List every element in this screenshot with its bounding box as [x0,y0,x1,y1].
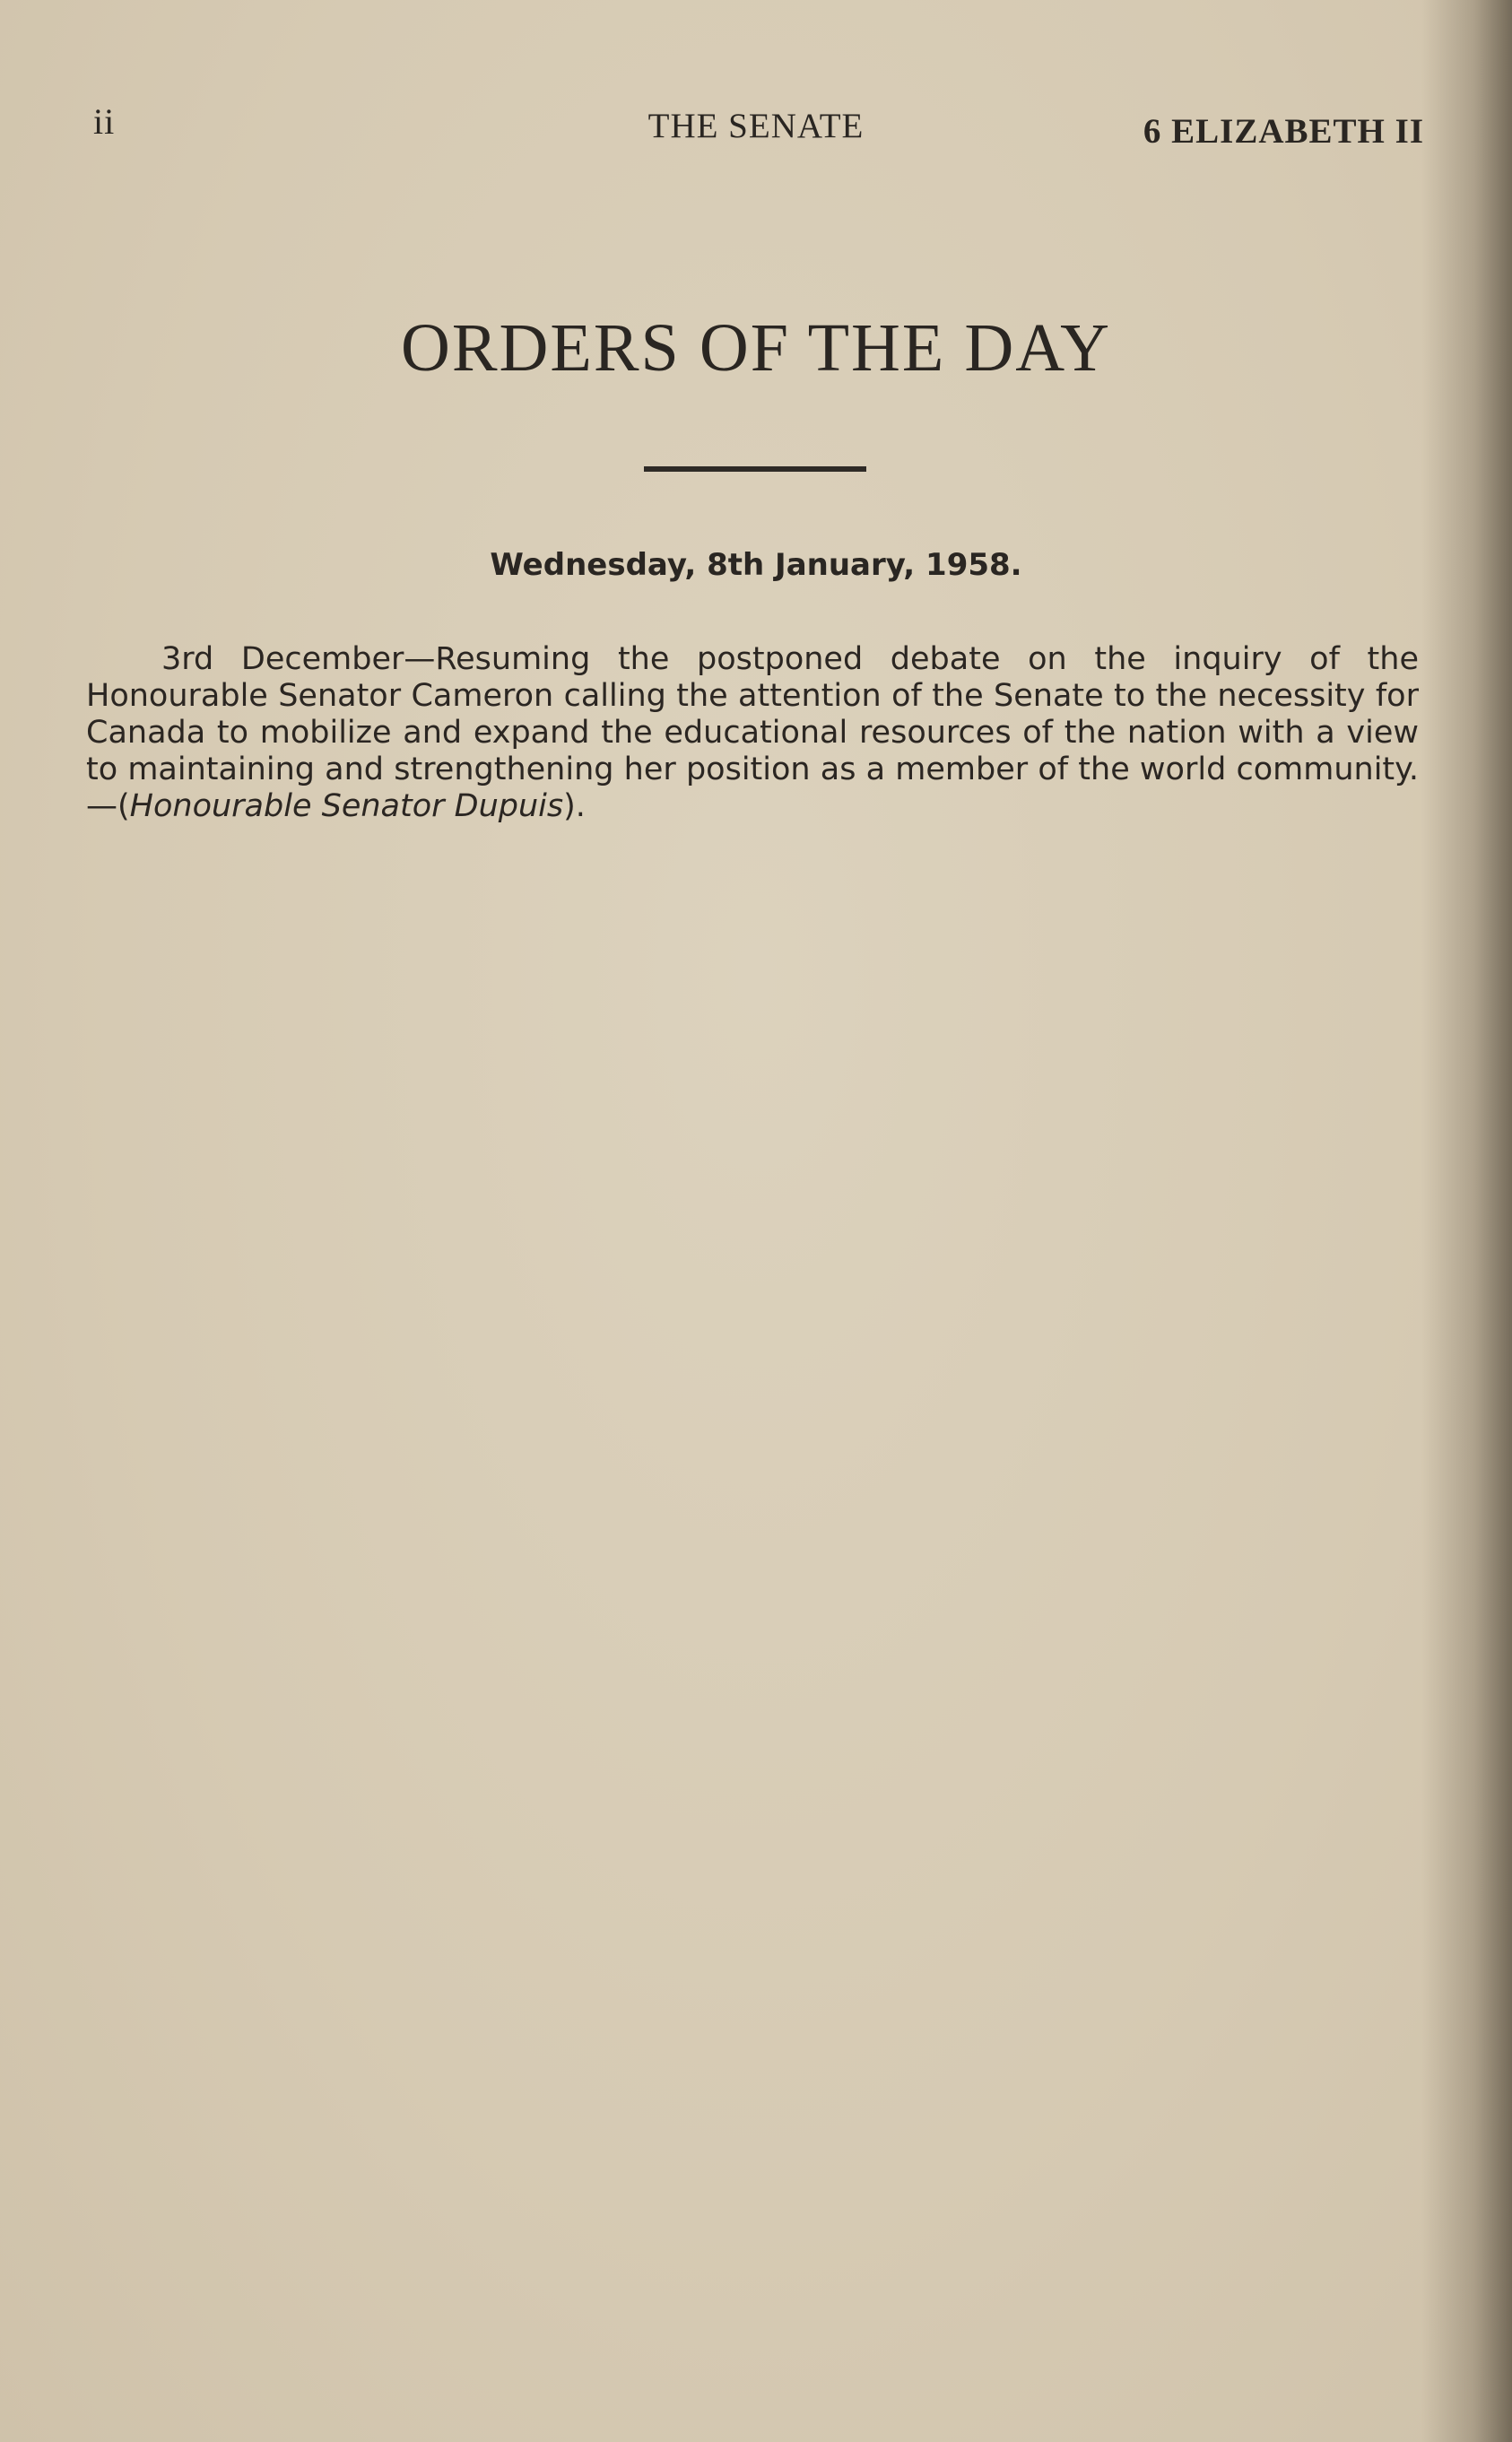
attribution-close: ). [563,788,586,824]
order-entry [86,641,1419,825]
order-attribution: Honourable Senator Dupuis [129,788,564,824]
running-head-title: THE SENATE [647,107,865,145]
page-title: ORDERS OF THE DAY [400,310,1112,386]
sitting-date: Wednesday, 8th January, 1958. [490,547,1022,583]
title-divider [644,466,866,472]
attribution-open: ( [117,788,130,824]
running-head-regnal-year: 6 ELIZABETH II [1143,112,1424,151]
order-entry-text: 3rd December—Resuming the postponed debate on the inquiry of the Honourable Senator Cameron calling the attention of the Senate to the necessity for Canada to mobilize and expand the educational resources of the nation with a view to maintaining and strengthening her position as a member of the world community.— [86,641,1419,824]
page-number: ii [93,101,116,142]
